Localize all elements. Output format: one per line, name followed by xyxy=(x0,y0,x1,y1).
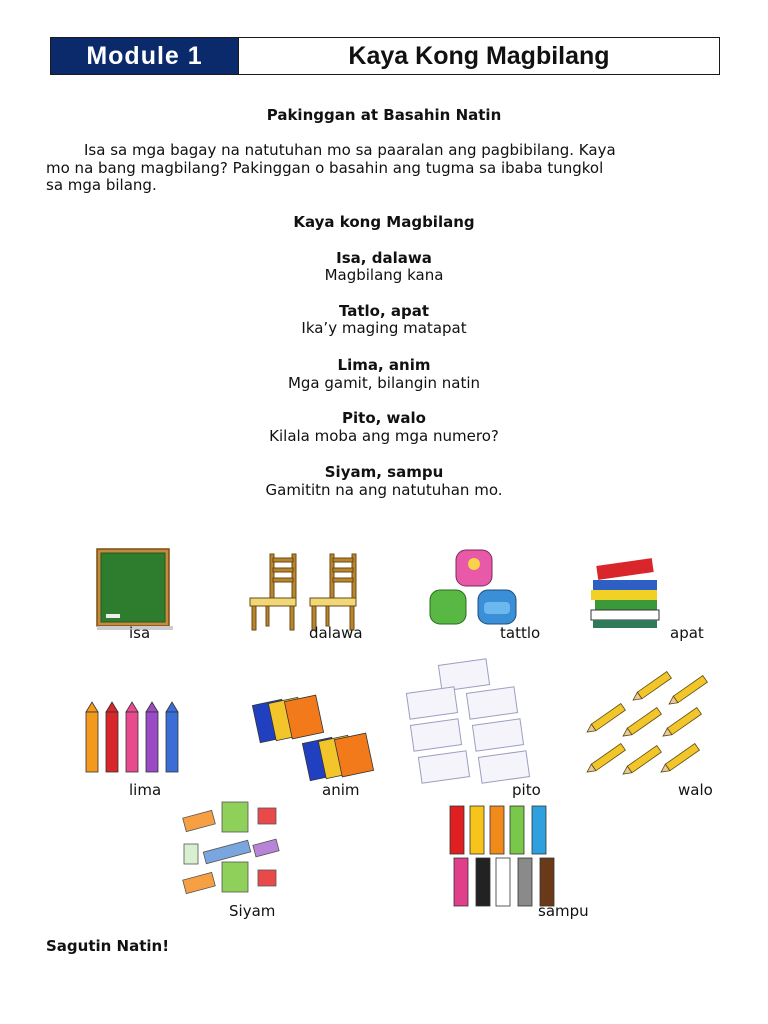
intro-line-3: sa mga bilang. xyxy=(46,176,157,194)
label-walo: walo xyxy=(678,781,713,799)
footer-heading: Sagutin Natin! xyxy=(46,937,170,955)
intro-line-1: Isa sa mga bagay na natutuhan mo sa paaralan ang pagbibilang. Kaya xyxy=(84,141,616,159)
module-title: Kaya Kong Magbilang xyxy=(238,38,719,74)
stanza-1-line: Magbilang kana xyxy=(324,266,444,284)
books-icon xyxy=(587,556,671,632)
intro-paragraph xyxy=(46,142,716,195)
chalkboard-icon xyxy=(96,548,172,630)
stanza-2-bold: Tatlo, apat xyxy=(338,302,430,320)
stanza-2-line: Ika’y maging matapat xyxy=(301,319,467,337)
label-siyam: Siyam xyxy=(229,902,276,920)
paper-pads-icon xyxy=(404,658,530,784)
label-lima: lima xyxy=(129,781,162,799)
stanza-5-bold: Siyam, sampu xyxy=(324,463,444,481)
rulers-icon xyxy=(446,806,556,906)
label-anim: anim xyxy=(322,781,360,799)
pencils-icon xyxy=(580,664,716,778)
intro-line-2: mo na bang magbilang? Pakinggan o basahin ang tugma sa ibaba tungkol xyxy=(46,158,604,177)
erasers-icon xyxy=(180,796,284,896)
poem-title: Kaya kong Magbilang xyxy=(293,213,475,231)
label-pito: pito xyxy=(512,781,541,799)
label-tattlo: tattlo xyxy=(500,624,541,642)
stanza-1-bold: Isa, dalawa xyxy=(336,249,432,267)
module-header xyxy=(50,37,720,75)
stanza-3-line: Mga gamit, bilangin natin xyxy=(287,374,481,392)
label-isa: isa xyxy=(129,624,151,642)
crayons-icon xyxy=(84,702,180,774)
module-label: Module 1 xyxy=(51,38,238,74)
stanza-4-line: Kilala moba ang mga numero? xyxy=(269,427,499,445)
label-sampu: sampu xyxy=(538,902,589,920)
label-dalawa: dalawa xyxy=(309,624,363,642)
label-apat: apat xyxy=(670,624,704,642)
stanza-5-line: Gamititn na ang natutuhan mo. xyxy=(265,481,503,499)
stanza-4-bold: Pito, walo xyxy=(342,409,426,427)
stanza-3-bold: Lima, anim xyxy=(337,356,431,374)
chairs-icon xyxy=(246,552,366,632)
backpacks-icon xyxy=(426,546,522,628)
section-heading: Pakinggan at Basahin Natin xyxy=(266,106,502,124)
notebooks-icon xyxy=(250,694,386,780)
